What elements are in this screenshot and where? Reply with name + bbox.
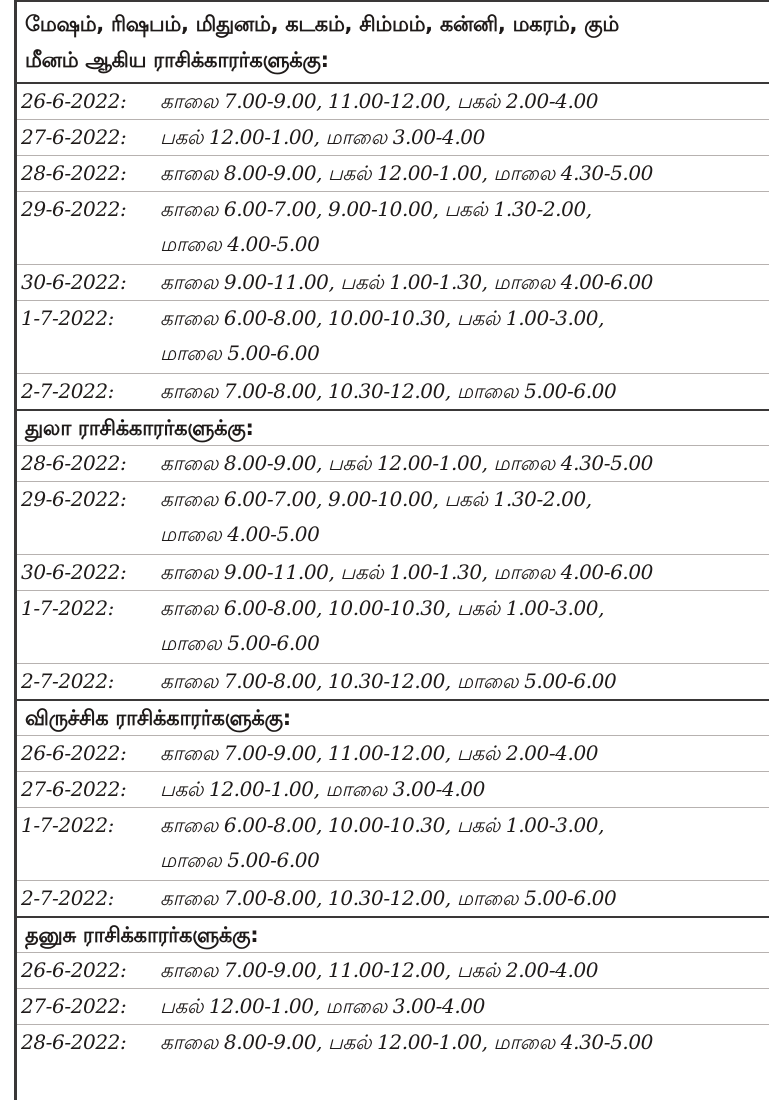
row-time-slots: பகல் 12.00-1.00, மாலை 3.00-4.00: [160, 125, 485, 149]
row-time-slots-continued: மாலை 4.00-5.00: [160, 232, 320, 256]
row-time-slots: காலை 6.00-8.00, 10.00-10.30, பகல் 1.00-3.00,: [160, 813, 605, 837]
table-row: [17, 265, 769, 301]
row-date: 1-7-2022:: [21, 813, 115, 837]
row-date: 28-6-2022:: [21, 451, 127, 475]
table-row: [17, 881, 769, 916]
row-date: 27-6-2022:: [21, 125, 127, 149]
row-time-slots: காலை 7.00-8.00, 10.30-12.00, மாலை 5.00-6.00: [160, 669, 617, 693]
row-time-slots: காலை 9.00-11.00, பகல் 1.00-1.30, மாலை 4.00-6.00: [160, 560, 654, 584]
row-time-slots: பகல் 12.00-1.00, மாலை 3.00-4.00: [160, 994, 485, 1018]
row-time-slots: காலை 7.00-8.00, 10.30-12.00, மாலை 5.00-6.00: [160, 886, 617, 910]
row-time-slots: காலை 7.00-9.00, 11.00-12.00, பகல் 2.00-4.00: [160, 741, 599, 765]
table-row: [17, 989, 769, 1025]
row-date: 30-6-2022:: [21, 270, 127, 294]
table-row: [17, 953, 769, 989]
row-time-slots: காலை 6.00-8.00, 10.00-10.30, பகல் 1.00-3.00,: [160, 596, 605, 620]
row-date: 1-7-2022:: [21, 596, 115, 620]
row-time-slots: காலை 7.00-9.00, 11.00-12.00, பகல் 2.00-4.00: [160, 958, 599, 982]
table-row: [17, 736, 769, 772]
table-row: [17, 482, 769, 555]
row-time-slots: காலை 8.00-9.00, பகல் 12.00-1.00, மாலை 4.30-5.00: [160, 451, 654, 475]
row-date: 27-6-2022:: [21, 777, 127, 801]
section-heading-main: [17, 0, 769, 84]
row-date: 2-7-2022:: [21, 379, 115, 403]
row-time-slots-continued: மாலை 5.00-6.00: [160, 848, 320, 872]
row-date: 28-6-2022:: [21, 161, 127, 185]
section-heading-dhanusu: தனுசு ராசிக்காரர்களுக்கு:: [17, 916, 769, 953]
row-date: 29-6-2022:: [21, 487, 127, 511]
row-time-slots: காலை 6.00-7.00, 9.00-10.00, பகல் 1.30-2.00,: [160, 487, 592, 511]
row-time-slots-continued: மாலை 5.00-6.00: [160, 341, 320, 365]
table-row: [17, 156, 769, 192]
row-time-slots: காலை 6.00-8.00, 10.00-10.30, பகல் 1.00-3.00,: [160, 306, 605, 330]
row-date: 30-6-2022:: [21, 560, 127, 584]
table-row: [17, 664, 769, 699]
section-heading-line-2: மீனம் ஆகிய ராசிக்காரர்களுக்கு:: [25, 48, 329, 72]
row-date: 29-6-2022:: [21, 197, 127, 221]
table-row: [17, 192, 769, 265]
row-date: 26-6-2022:: [21, 958, 127, 982]
table-row: [17, 591, 769, 664]
table-row: [17, 772, 769, 808]
row-date: 2-7-2022:: [21, 886, 115, 910]
table-row: [17, 446, 769, 482]
row-date: 26-6-2022:: [21, 89, 127, 113]
table-row: [17, 808, 769, 881]
timings-table: [14, 0, 769, 1100]
row-time-slots: காலை 9.00-11.00, பகல் 1.00-1.30, மாலை 4.00-6.00: [160, 270, 654, 294]
row-time-slots: பகல் 12.00-1.00, மாலை 3.00-4.00: [160, 777, 485, 801]
row-time-slots: காலை 6.00-7.00, 9.00-10.00, பகல் 1.30-2.00,: [160, 197, 592, 221]
row-date: 28-6-2022:: [21, 1030, 127, 1054]
table-row: [17, 555, 769, 591]
row-time-slots-continued: மாலை 5.00-6.00: [160, 631, 320, 655]
row-time-slots: காலை 7.00-8.00, 10.30-12.00, மாலை 5.00-6.00: [160, 379, 617, 403]
section-heading-thula: துலா ராசிக்காரர்களுக்கு:: [17, 409, 769, 446]
row-time-slots-continued: மாலை 4.00-5.00: [160, 522, 320, 546]
row-time-slots: காலை 8.00-9.00, பகல் 12.00-1.00, மாலை 4.30-5.00: [160, 1030, 654, 1054]
table-row: [17, 120, 769, 156]
table-row: [17, 374, 769, 409]
section-heading-viruchigam: விருச்சிக ராசிக்காரர்களுக்கு:: [17, 699, 769, 736]
row-date: 26-6-2022:: [21, 741, 127, 765]
row-time-slots: காலை 7.00-9.00, 11.00-12.00, பகல் 2.00-4.00: [160, 89, 599, 113]
section-heading-line-1: மேஷம், ரிஷபம், மிதுனம், கடகம், சிம்மம், கன்னி, மகரம், கும்: [25, 12, 619, 36]
table-row: [17, 1025, 769, 1060]
row-date: 2-7-2022:: [21, 669, 115, 693]
table-row: [17, 84, 769, 120]
row-time-slots: காலை 8.00-9.00, பகல் 12.00-1.00, மாலை 4.30-5.00: [160, 161, 654, 185]
row-date: 27-6-2022:: [21, 994, 127, 1018]
row-date: 1-7-2022:: [21, 306, 115, 330]
table-row: [17, 301, 769, 374]
